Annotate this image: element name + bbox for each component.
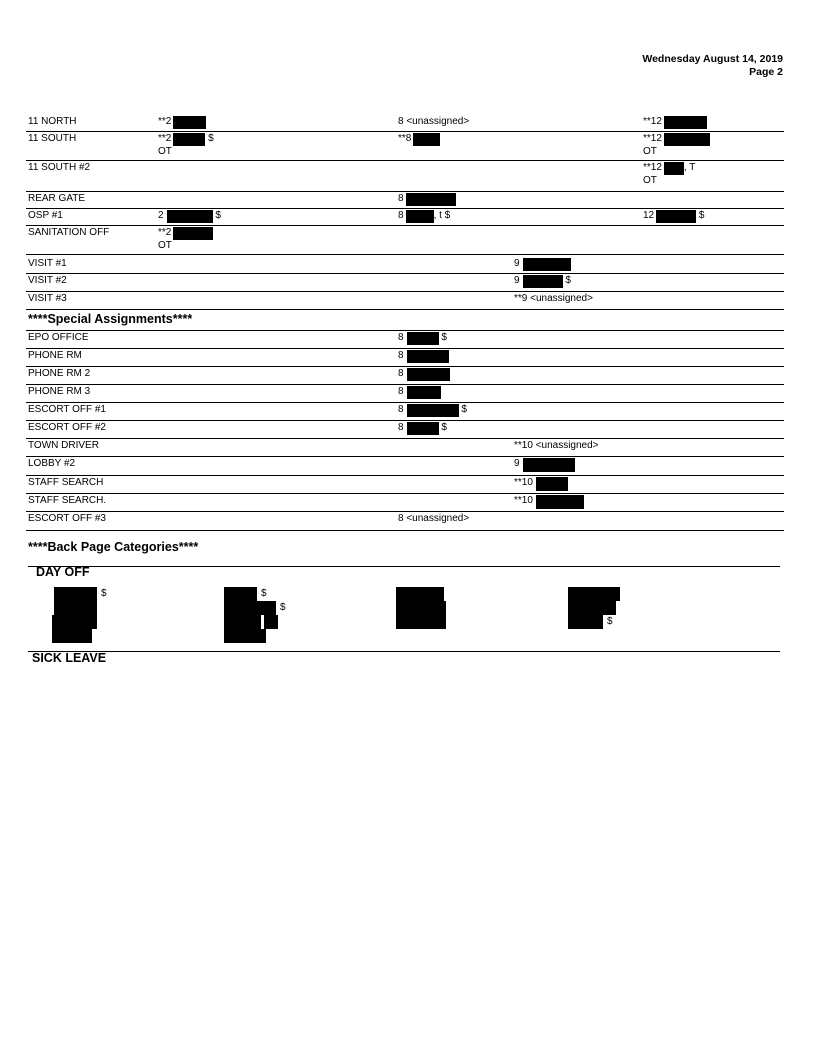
table-row (26, 209, 784, 226)
post-label: TOWN DRIVER (28, 440, 99, 451)
post-label: VISIT #3 (28, 293, 67, 304)
assignment-cell: **9 <unassigned> (514, 293, 593, 304)
dollar-sign: $ (280, 602, 286, 613)
redaction-block (396, 601, 446, 615)
post-label: SANITATION OFF (28, 227, 110, 238)
table-row (26, 226, 784, 255)
post-label: ESCORT OFF #3 (28, 513, 106, 524)
redaction-block (54, 601, 97, 615)
post-label: EPO OFFICE (28, 332, 89, 343)
assignment-cell: 8 (398, 368, 450, 381)
post-label: REAR GATE (28, 193, 86, 204)
assignment-cell: 8 $ (398, 332, 447, 343)
table-row (26, 331, 784, 349)
table-row (26, 132, 784, 161)
dollar-sign: $ (607, 616, 613, 627)
redaction-block (52, 615, 97, 629)
assignment-cell: 8 (398, 386, 441, 399)
day-off-section (28, 566, 780, 652)
redaction-block (224, 601, 276, 615)
table-row (26, 161, 784, 192)
redaction-block (568, 615, 603, 629)
day-off-heading: DAY OFF (36, 565, 90, 579)
table-row (26, 457, 784, 476)
redaction-block (224, 629, 266, 643)
assignment-cell: 8 , t $ (398, 210, 451, 221)
redaction-block (264, 615, 278, 629)
table-row (26, 403, 784, 421)
post-label: STAFF SEARCH. (28, 495, 107, 506)
redaction-block (396, 587, 444, 601)
table-row (26, 349, 784, 367)
assignment-cell: **10 <unassigned> (514, 440, 599, 451)
post-label: PHONE RM (28, 350, 82, 361)
assignment-cell: **12 , T OT (643, 162, 696, 186)
assignment-cell: **12 OT (643, 133, 710, 157)
table-row (26, 367, 784, 385)
dollar-sign: $ (101, 588, 107, 599)
assignment-cell: **2 $ OT (158, 133, 214, 157)
post-label: LOBBY #2 (28, 458, 76, 469)
dollar-sign: $ (261, 588, 267, 599)
assignment-cell: 8 <unassigned> (398, 116, 470, 127)
redaction-block (224, 615, 261, 629)
post-label: PHONE RM 3 (28, 386, 91, 397)
assignment-cell: **10 (514, 477, 568, 491)
assignment-cell: 9 (514, 258, 571, 271)
table-row (26, 255, 784, 274)
assignment-cell: 8 (398, 350, 449, 363)
section-heading-row (26, 310, 784, 331)
table-row (26, 476, 784, 494)
redaction-block (224, 587, 257, 601)
assignment-cell: **2 OT (158, 227, 213, 251)
assignment-table (26, 115, 784, 531)
post-label: 11 NORTH (28, 116, 77, 127)
table-row (26, 292, 784, 310)
redaction-block (54, 587, 97, 601)
redaction-block (568, 601, 616, 615)
assignment-cell: 8 <unassigned> (398, 513, 470, 524)
post-label: 11 SOUTH (28, 133, 77, 144)
table-row (26, 192, 784, 209)
assignment-cell: 8 $ (398, 422, 447, 433)
assignment-cell: 8 (398, 193, 456, 206)
post-label: ESCORT OFF #1 (28, 404, 106, 415)
post-label: STAFF SEARCH (28, 477, 104, 488)
assignment-cell: **2 (158, 116, 206, 129)
table-row (26, 421, 784, 439)
redaction-block (52, 629, 92, 643)
assignment-cell: 12 $ (643, 210, 705, 221)
assignment-cell: **12 (643, 116, 707, 129)
assignment-cell: 9 (514, 458, 575, 472)
assignment-cell: 8 $ (398, 404, 467, 415)
post-label: VISIT #1 (28, 258, 67, 269)
post-label: ESCORT OFF #2 (28, 422, 106, 433)
assignment-cell: **8 (398, 133, 440, 146)
redaction-block (396, 615, 446, 629)
assignment-cell: 9 $ (514, 275, 571, 286)
table-row (26, 115, 784, 132)
post-label: PHONE RM 2 (28, 368, 91, 379)
table-row (26, 274, 784, 292)
post-label: 11 SOUTH #2 (28, 162, 91, 173)
sick-leave-heading: SICK LEAVE (32, 651, 107, 665)
post-label: VISIT #2 (28, 275, 67, 286)
post-label: OSP #1 (28, 210, 63, 221)
table-row (26, 385, 784, 403)
table-row (26, 439, 784, 457)
special-assignments-heading: ****Special Assignments**** (28, 312, 193, 326)
page-number: Page 2 (749, 66, 783, 78)
assignment-cell: **10 (514, 495, 584, 509)
table-row (26, 494, 784, 512)
assignment-cell: 2 $ (158, 210, 221, 221)
back-page-categories-heading: ****Back Page Categories**** (28, 540, 199, 554)
redaction-block (568, 587, 620, 601)
report-date: Wednesday August 14, 2019 (642, 53, 783, 65)
page-header (642, 53, 783, 79)
table-row (26, 512, 784, 531)
